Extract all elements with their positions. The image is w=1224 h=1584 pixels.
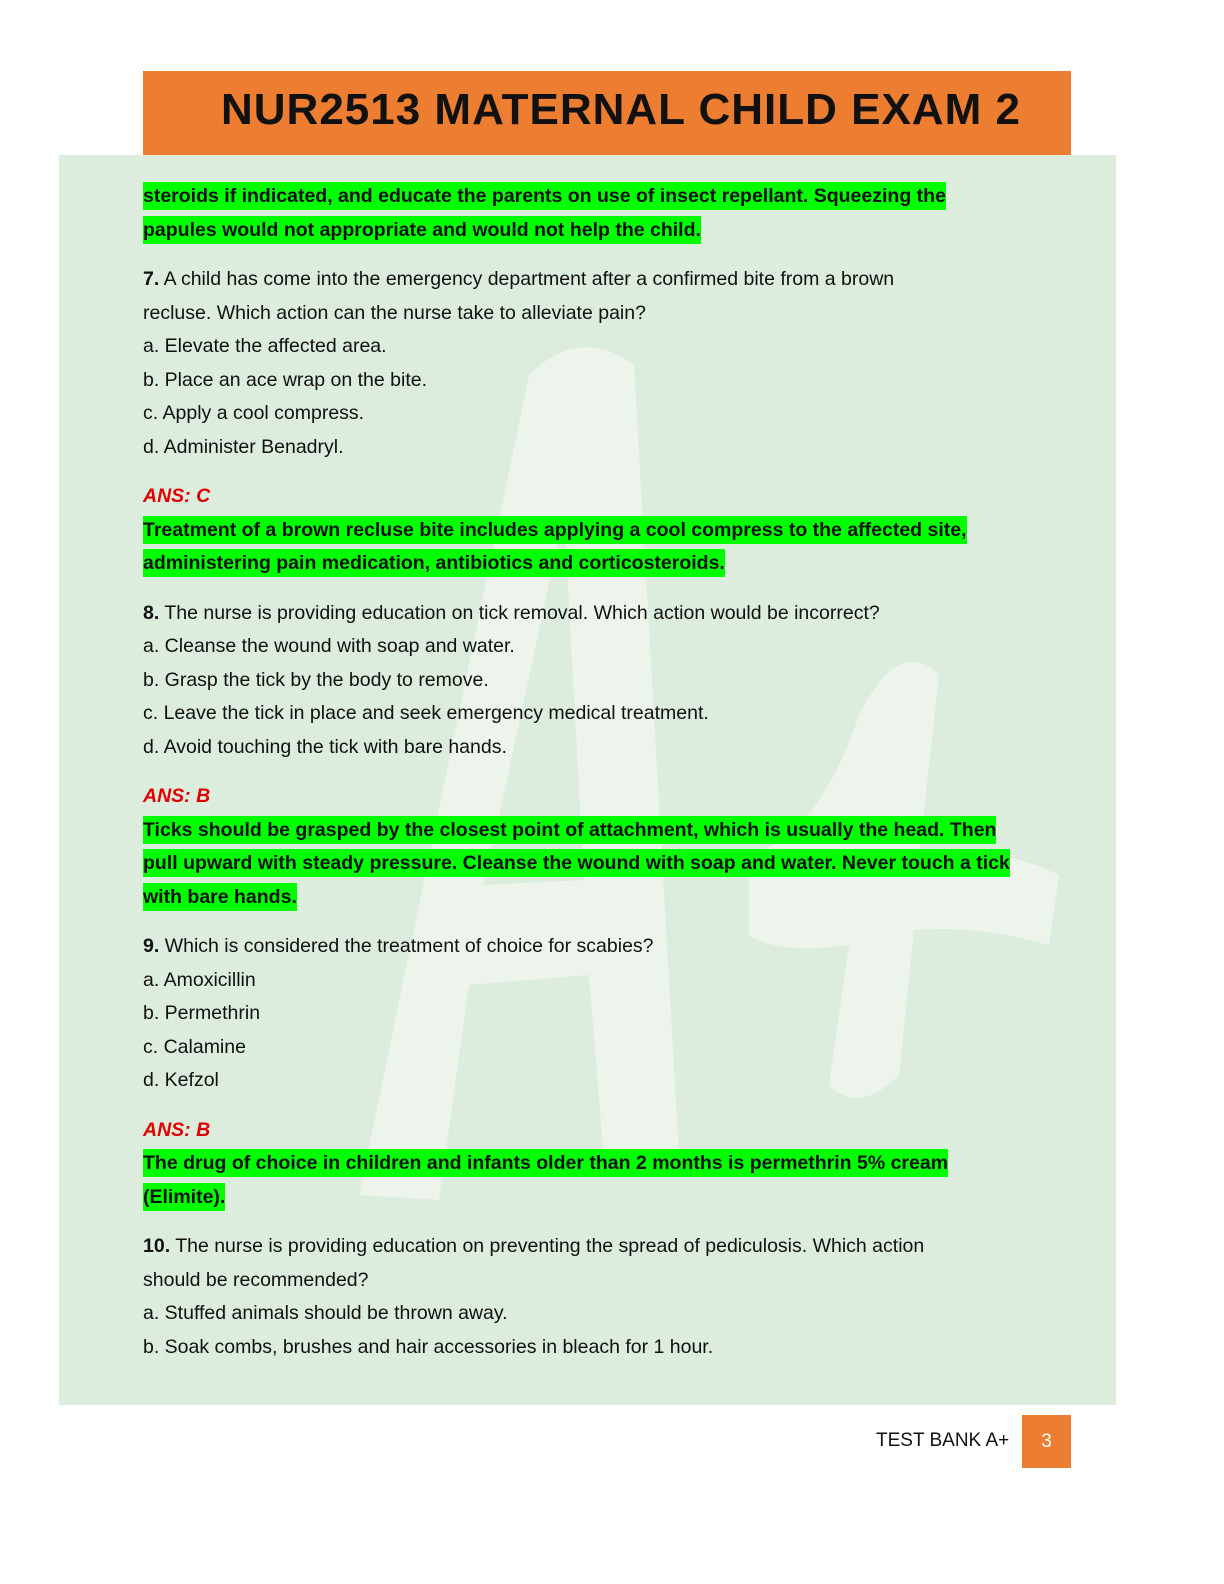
rationale-line: steroids if indicated, and educate the parents on use of insect repellant. Squeezing the [143, 182, 946, 210]
footer-label: TEST BANK A+ [876, 1430, 1010, 1451]
question-number: 8. [143, 601, 160, 624]
option: a. Stuffed animals should be thrown away. [143, 1302, 508, 1324]
question-number: 9. [143, 935, 160, 957]
option: c. Leave the tick in place and seek emergency medical treatment. [143, 702, 709, 724]
answer-8 [143, 780, 1083, 914]
question-9 [143, 930, 1083, 1098]
question-7 [143, 263, 1083, 464]
question-stem-line: A child has come into the emergency department after a confirmed bite from a brown [163, 268, 895, 290]
option: b. Soak combs, brushes and hair accessories in bleach for 1 hour. [143, 1335, 714, 1358]
rationale-line: Treatment of a brown recluse bite includes applying a cool compress to the affected site, [143, 516, 967, 544]
option: b. Place an ace wrap on the bite. [143, 368, 428, 391]
answer-label: ANS: B [143, 785, 211, 807]
answer-7 [143, 480, 1083, 581]
option: c. Calamine [143, 1035, 246, 1058]
option: a. Cleanse the wound with soap and water. [143, 635, 515, 657]
answer-label: ANS: B [143, 1118, 211, 1141]
rationale-line: The drug of choice in children and infants older than 2 months is permethrin 5% cream [143, 1149, 948, 1177]
content [143, 180, 1083, 1364]
rationale-line: with bare hands. [143, 883, 297, 911]
rationale-line: Ticks should be grasped by the closest point of attachment, which is usually the head. Then [143, 816, 996, 844]
option: a. Amoxicillin [143, 968, 256, 991]
question-stem-line: Which is considered the treatment of choice for scabies? [164, 935, 654, 957]
header-bar [143, 71, 1071, 155]
question-10 [143, 1230, 1083, 1364]
intro-rationale [143, 180, 1083, 247]
option: d. Kefzol [143, 1069, 219, 1091]
option: d. Avoid touching the tick with bare hands. [143, 735, 507, 758]
option: d. Administer Benadryl. [143, 435, 344, 458]
question-number: 7. [143, 268, 160, 290]
rationale-line: pull upward with steady pressure. Cleanse the wound with soap and water. Never touch a tick [143, 849, 1010, 877]
question-8 [143, 597, 1083, 765]
page-number: 3 [1022, 1415, 1071, 1468]
answer-label: ANS: C [143, 485, 211, 507]
question-number: 10. [143, 1235, 171, 1257]
option: b. Grasp the tick by the body to remove. [143, 668, 489, 691]
option: a. Elevate the affected area. [143, 335, 387, 357]
answer-9 [143, 1114, 1083, 1215]
rationale-line: administering pain medication, antibiotics and corticosteroids. [143, 549, 725, 577]
rationale-line: (Elimite). [143, 1183, 225, 1211]
page-title: NUR2513 MATERNAL CHILD EXAM 2 [221, 85, 1021, 134]
rationale-line: papules would not appropriate and would not help the child. [143, 216, 701, 244]
question-stem-line: should be recommended? [143, 1268, 369, 1291]
question-stem-line: recluse. Which action can the nurse take to alleviate pain? [143, 301, 646, 324]
question-stem-line: The nurse is providing education on preventing the spread of pediculosis. Which action [175, 1235, 925, 1257]
option: b. Permethrin [143, 1002, 261, 1024]
question-stem-line: The nurse is providing education on tick removal. Which action would be incorrect? [164, 601, 880, 624]
option: c. Apply a cool compress. [143, 402, 365, 424]
